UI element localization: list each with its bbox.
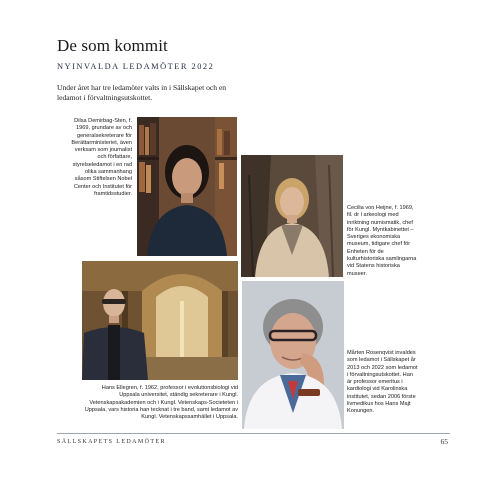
portrait-hans (82, 261, 238, 380)
intro-paragraph: Under året har tre ledamöter valts in i Sällskapet och en ledamot i förvaltningsutskottet. (57, 83, 227, 102)
portrait-dilsa (137, 117, 237, 256)
page-number: 65 (440, 437, 448, 446)
footer-rule (57, 433, 450, 434)
caption-cecilia: Cecilia von Heijne, f. 1969, fil. dr i arkeologi med inriktning numismatik, chef för Kungl. Myntkabinettet – Sveriges ekonomiska museum, tidigare chef för Enheten för de kulturhistoriska samlingarna vid Statens historiska museer. (347, 205, 417, 277)
caption-dilsa: Dilsa Demirbag-Sten, f. 1969, grundare av och generalsekreterare för Berättarministeriet, även verksam som journalist och författare, styrelseledamot i en rad olika sammanhang såsom Stiftelsen Nobel Center och Institutet för framtidsstudier. (71, 118, 132, 197)
page-subtitle: NYINVALDA LEDAMÖTER 2022 (57, 62, 215, 71)
portrait-cecilia (241, 155, 343, 277)
caption-hans: Hans Ellegren, f. 1962, professor i evolutionsbiologi vid Uppsala universitet, ständig sekreterare i Kungl. Vetenskapsakademien och i Kungl. Vetenskaps-Societeten i Uppsala, vars historia han tecknat i tre band, samt ledamot av Kungl. Vetenskapssamhället i Uppsala. (84, 385, 238, 421)
footer-section-title: SÄLLSKAPETS LEDAMÖTER (57, 439, 166, 445)
page-title: De som kommit (57, 36, 168, 55)
portrait-marten (242, 281, 344, 429)
caption-marten: Mårten Rosenqvist invaldes som ledamot i Sällskapet år 2013 och 2022 som ledamot i förvaltningsutskottet. Han är professor emeritus i kardiologi vid Karolinska institutet, sedan 2006 förste livmedikus hos Hans Majt Konungen. (347, 350, 418, 415)
